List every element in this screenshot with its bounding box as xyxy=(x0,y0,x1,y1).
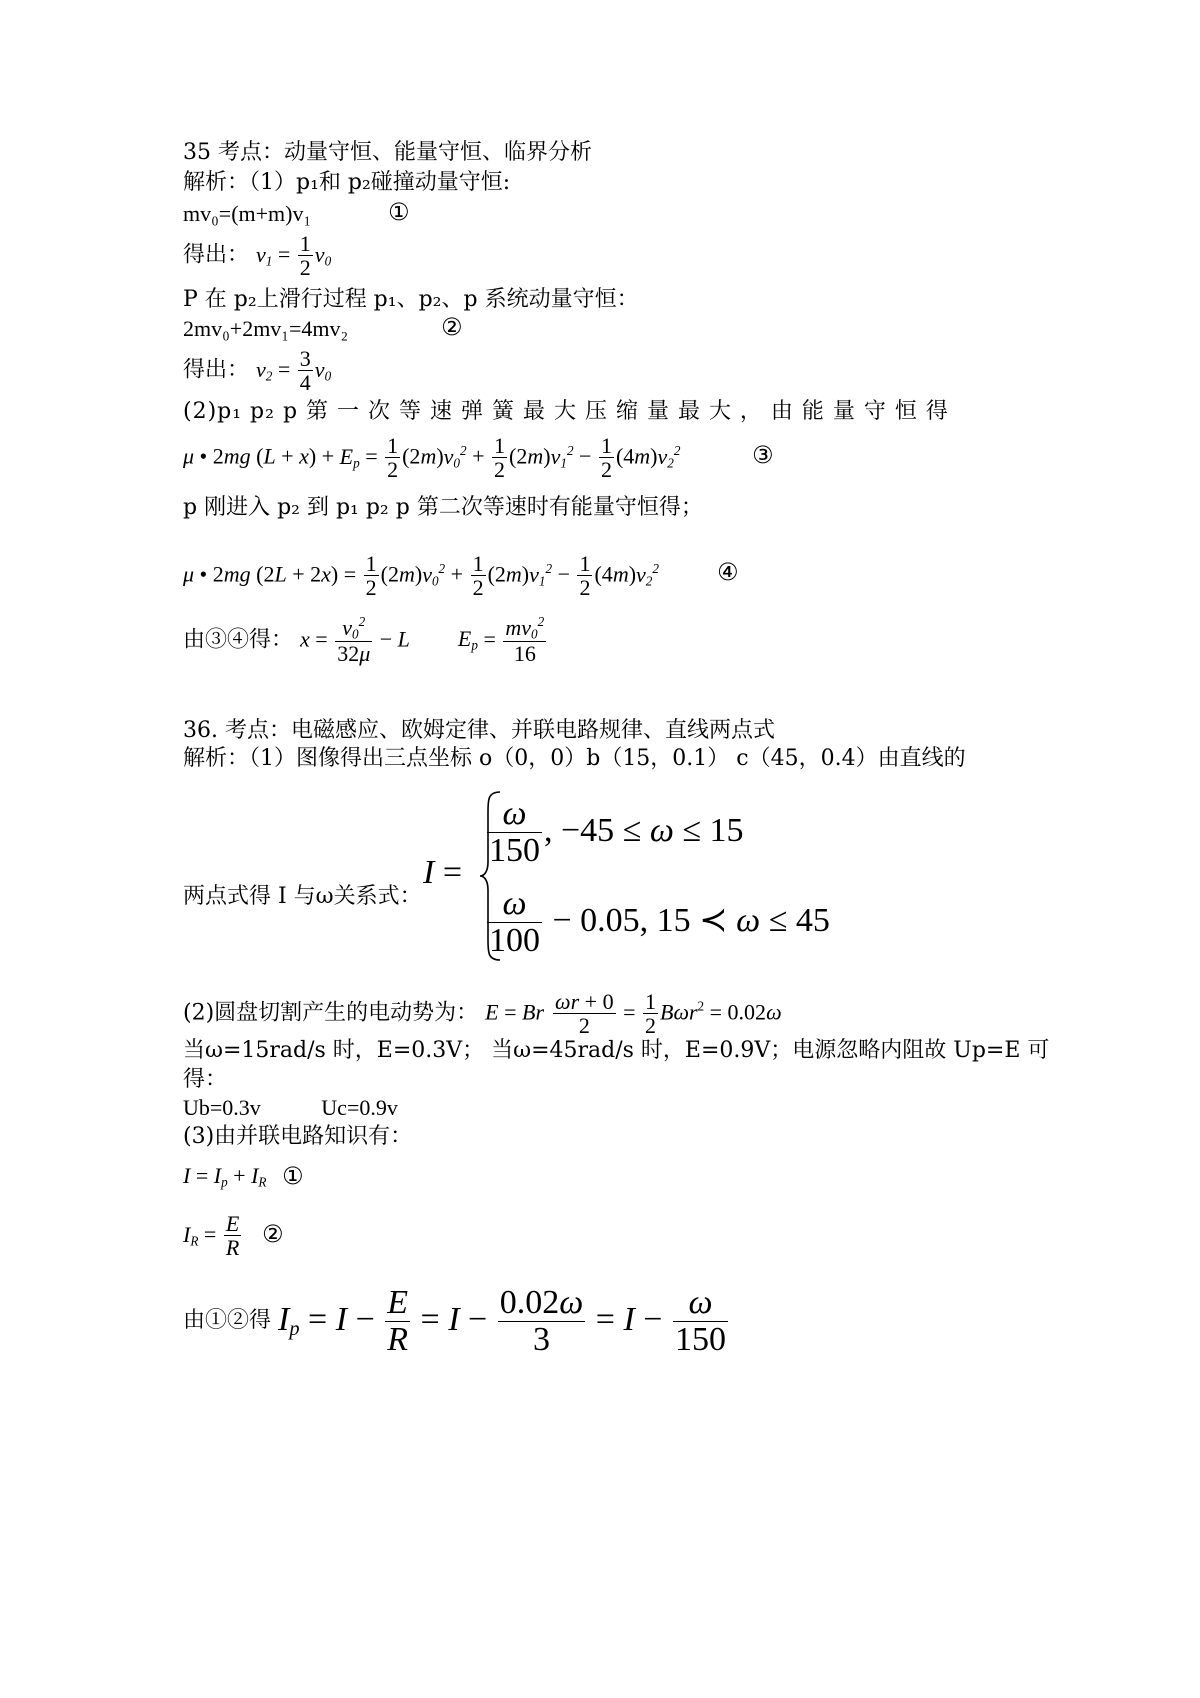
q35-mark2: ② xyxy=(441,313,463,341)
q35-text4: p 刚进入 p₂ 到 p₁ p₂ p 第二次等速时有能量守恒得； xyxy=(183,495,703,520)
piecewise-case2: $\frac{\omega}{100}$ − 0.05, 15 ≺ ω ≤ 45 xyxy=(489,885,830,959)
q36-eq5: $I = I_p + I_R$ xyxy=(183,1163,267,1190)
q35-eq2: 2mv₀+2mv₁=4mv₂ xyxy=(183,316,349,341)
q36-voltages: Ub=0.3v Uc=0.9v xyxy=(183,1095,398,1120)
q35-result1: 得出： $v_1$ = $\frac{1}{2}$ $v_0$ xyxy=(183,231,332,281)
q35-analysis-line: 解析：（1）p₁和 p₂碰撞动量守恒: xyxy=(183,170,511,195)
q35-text3: (2)p₁ p₂ p 第 一 次 等 速 弹 簧 最 大 压 缩 量 最 大 ， 由 能 量 守 恒 得 xyxy=(183,399,949,424)
q35-mark1: ① xyxy=(388,198,410,226)
q36-text4: (3)由并联电路知识有： xyxy=(183,1124,413,1149)
q36-relation-text: 两点式得 I 与ω关系式： xyxy=(183,884,422,909)
q35-result2: 得出： $v_2$ = $\frac{3}{4}$ $v_0$ xyxy=(183,346,332,396)
q35-eq4: μ • 2mg (2L + 2x) = $\frac{1}{2}$ $(2m)v_0^2$ + $\frac{1}{2}$ $(2m)v_1^2$ − $\frac{1}{2}$ $(4m)v_2^2$ xyxy=(183,551,659,601)
piecewise-case1: $\frac{\omega}{150}$ , −45 ≤ ω ≤ 15 xyxy=(489,795,744,869)
q35-eq3: μ • 2mg $(L + x) + E_p$ = $\frac{1}{2}$ $(2m)v_0^2$ + $\frac{1}{2}$ $(2m)v_1^2$ − $\frac{1}{2}$ $(4m)v_2^2$ xyxy=(183,433,681,483)
q35-eq1: mv₀=(m+m)v₁ xyxy=(183,201,312,226)
q36-mark6: ② xyxy=(262,1220,284,1248)
q35-mark3: ③ xyxy=(752,441,774,469)
q36-emf: (2)圆盘切割产生的电动势为： E = Br $\frac{\omega r + 0}{2}$ = $\frac{1}{2}$ Bωr$^2$ = 0.02ω xyxy=(183,989,782,1039)
piecewise-lhs: I = xyxy=(423,854,463,891)
q35-result3: 由③④得： x = $\frac{v_0^2}{32\mu}$ − L $E_p$ = $\frac{mv_0^2}{16}$ xyxy=(183,614,545,667)
q35-header: 35 考点：动量守恒、能量守恒、临界分析 xyxy=(183,140,592,165)
q36-text3b: 得： xyxy=(183,1067,228,1092)
q36-eq6: $I_R$ = $\frac{E}{R}$ xyxy=(183,1211,240,1261)
q36-result: 由①②得 $I_p = I$ − $\frac{E}{R}$ = I − $\frac{0.02\omega}{3}$ = I − $\frac{\omega}{150}$ xyxy=(183,1284,726,1358)
q36-mark5: ① xyxy=(282,1162,304,1190)
q35-text2: P 在 p₂上滑行过程 p₁、p₂、p 系统动量守恒： xyxy=(183,287,639,312)
q36-text3: 当ω=15rad/s 时，E=0.3V； 当ω=45rad/s 时，E=0.9V；电源忽略内阻故 Up=E 可 xyxy=(183,1038,1050,1063)
q36-header: 36. 考点：电磁感应、欧姆定律、并联电路规律、直线两点式 xyxy=(183,718,775,743)
q36-analysis-line: 解析：（1）图像得出三点坐标 o（0，0）b（15，0.1） c（45，0.4）由直线的 xyxy=(183,746,966,771)
q35-mark4: ④ xyxy=(717,558,739,586)
